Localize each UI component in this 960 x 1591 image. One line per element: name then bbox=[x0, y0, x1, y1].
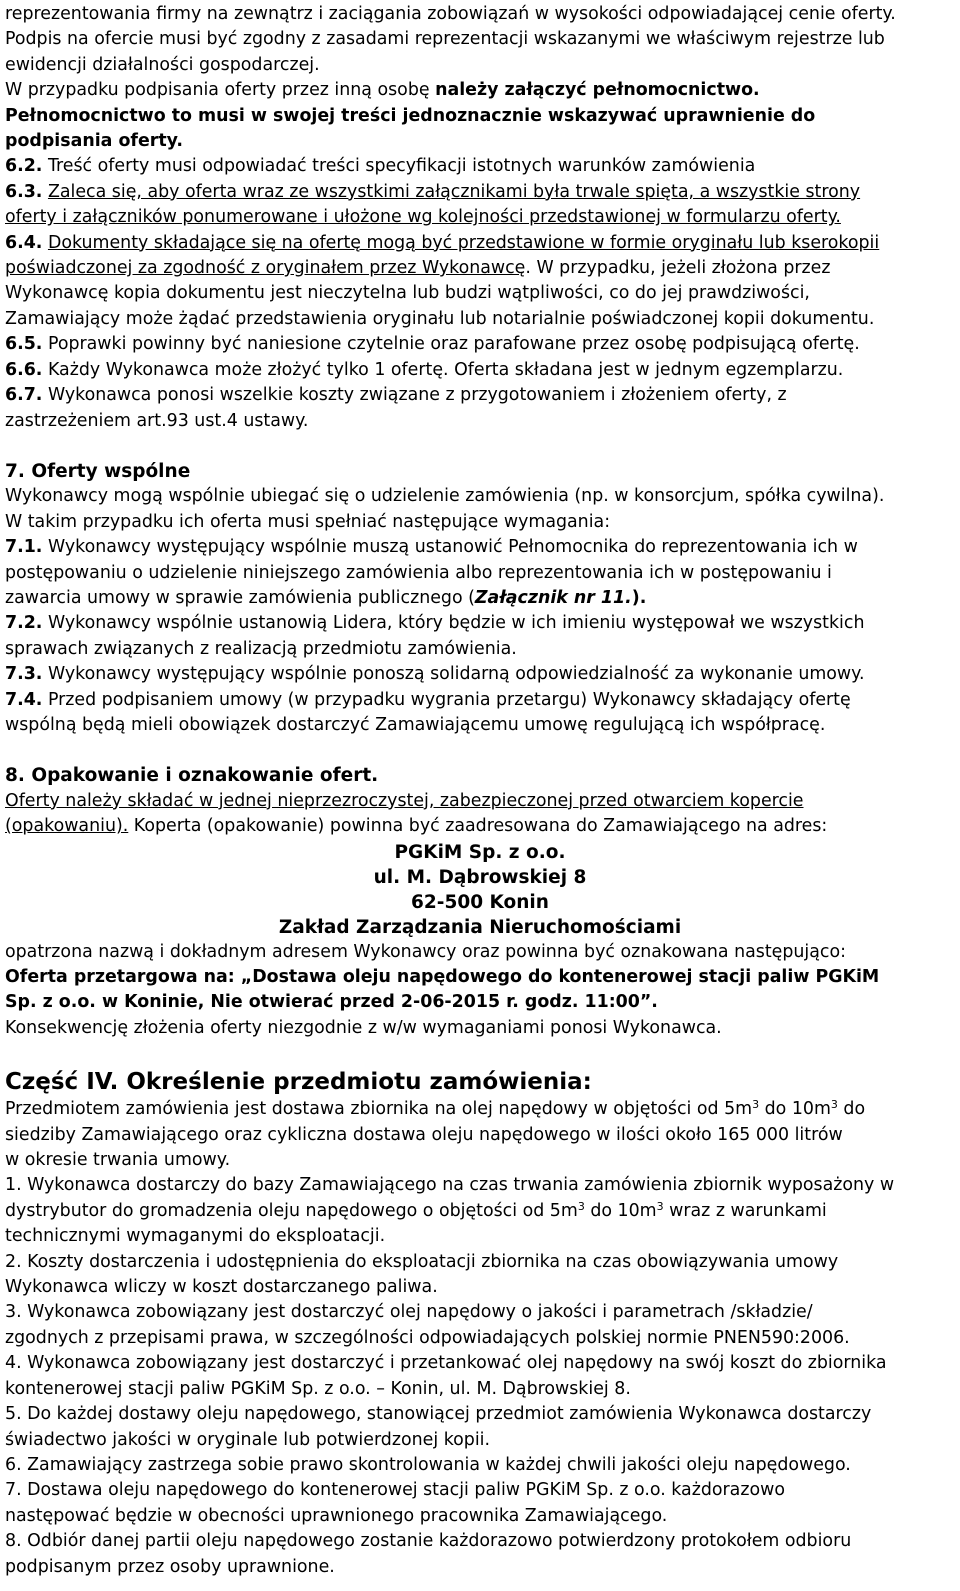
text-line: opatrzona nazwą i dokładnym adresem Wykonawcy oraz powinna być oznakowana następująco: bbox=[5, 941, 846, 962]
text-line: siedziby Zamawiającego oraz cykliczna dostawa oleju napędowego w ilości około 165 000 litrów bbox=[5, 1124, 843, 1145]
text-line: Wykonawcę kopia dokumentu jest nieczytelna lub budzi wątpliwości, co do jej prawdziwości, bbox=[5, 283, 810, 304]
section-number: 6.5. bbox=[5, 334, 43, 355]
underlined-text: (opakowaniu). bbox=[5, 816, 129, 837]
text: do bbox=[837, 1099, 866, 1120]
spacer bbox=[5, 434, 955, 459]
text: Każdy Wykonawca może złożyć tylko 1 ofertę. Oferta składana jest w jednym egzemplarzu. bbox=[42, 359, 844, 380]
text-line: Sp. z o.o. w Koninie, Nie otwierać przed 2-06-2015 r. godz. 11:00”. bbox=[5, 992, 658, 1013]
underlined-text: poświadczonej za zgodność z oryginałem przez Wykonawcę bbox=[5, 258, 526, 279]
text-line: w okresie trwania umowy. bbox=[5, 1150, 231, 1171]
text-line bbox=[5, 814, 955, 839]
text-line: sprawach związanych z realizacją przedmiotu zamówienia. bbox=[5, 638, 517, 659]
text: zawarcia umowy w sprawie zamówienia publicznego ( bbox=[5, 587, 475, 608]
section-6-7 bbox=[5, 383, 955, 408]
text-line: technicznymi wymaganymi do eksploatacji. bbox=[5, 1226, 386, 1247]
text: Wykonawca ponosi wszelkie koszty związane z przygotowaniem i złożeniem oferty, z bbox=[42, 385, 787, 406]
text-line bbox=[5, 1097, 955, 1122]
text-line: ewidencji działalności gospodarczej. bbox=[5, 54, 320, 75]
section-number: 6.3. bbox=[5, 181, 43, 202]
list-item: 7. Dostawa oleju napędowego do kontenerowej stacji paliw PGKiM Sp. z o.o. każdorazowo bbox=[5, 1480, 785, 1501]
text-line bbox=[5, 1199, 955, 1224]
section-number: 7.4. bbox=[5, 689, 43, 710]
text-line bbox=[5, 78, 955, 103]
text-line: Wykonawca wliczy w koszt dostarczanego paliwa. bbox=[5, 1277, 438, 1298]
text-line: podpisania oferty. bbox=[5, 131, 184, 152]
text: Koperta (opakowanie) powinna być zaadresowana do Zamawiającego na adres: bbox=[128, 816, 828, 837]
text: Wykonawcy wspólnie ustanowią Lidera, który będzie w ich imieniu występował we wszystkich bbox=[42, 613, 865, 634]
list-item: 6. Zamawiający zastrzega sobie prawo skontrolowania w każdej chwili jakości oleju napędowego. bbox=[5, 1454, 851, 1475]
list-item: 1. Wykonawca dostarczy do bazy Zamawiającego na czas trwania zamówienia zbiornik wyposażony w bbox=[5, 1175, 895, 1196]
address-line: PGKiM Sp. z o.o. bbox=[394, 841, 566, 863]
list-item: 2. Koszty dostarczenia i udostępnienia do eksploatacji zbiornika na czas obowiązywania umowy bbox=[5, 1251, 839, 1272]
text: Przedmiotem zamówienia jest dostawa zbiornika na olej napędowy w objętości od 5m bbox=[5, 1099, 753, 1120]
section-6-5 bbox=[5, 332, 955, 357]
section-heading-8: 8. Opakowanie i oznakowanie ofert. bbox=[5, 765, 379, 787]
section-number: 6.7. bbox=[5, 385, 43, 406]
text-line bbox=[5, 789, 955, 814]
section-7-2 bbox=[5, 611, 955, 636]
section-heading-7: 7. Oferty wspólne bbox=[5, 460, 191, 482]
list-item: 3. Wykonawca zobowiązany jest dostarczyć olej napędowy o jakości i parametrach /składzie/ bbox=[5, 1302, 813, 1323]
section-number: 6.2. bbox=[5, 156, 43, 177]
text-line: kontenerowej stacji paliw PGKiM Sp. z o.o. – Konin, ul. M. Dąbrowskiej 8. bbox=[5, 1378, 631, 1399]
text: dystrybutor do gromadzenia oleju napędowego o objętości od 5m bbox=[5, 1200, 578, 1221]
text-line: wspólną będą mieli obowiązek dostarczyć Zamawiającemu umowę regulującą ich współpracę. bbox=[5, 714, 826, 735]
section-6-4 bbox=[5, 231, 955, 256]
text: do 10m bbox=[584, 1200, 657, 1221]
text: wraz z warunkami bbox=[663, 1200, 827, 1221]
text-line: reprezentowania firmy na zewnątrz i zaciągania zobowiązań w wysokości odpowiadającej cenie oferty. bbox=[5, 4, 896, 24]
text-line: zgodnych z przepisami prawa, w szczególności odpowiadających polskiej normie PNEN590:2006. bbox=[5, 1327, 850, 1348]
underlined-text: Oferty należy składać w jednej nieprzezroczystej, zabezpieczonej przed otwarciem kopercie bbox=[5, 790, 804, 811]
list-item: 5. Do każdej dostawy oleju napędowego, stanowiącej przedmiot zamówienia Wykonawca dostarczy bbox=[5, 1404, 872, 1425]
superscript: 3 bbox=[577, 1199, 585, 1213]
section-6-6 bbox=[5, 358, 955, 383]
text: Wykonawcy występujący wspólnie muszą ustanowić Pełnomocnika do reprezentowania ich w bbox=[42, 537, 858, 558]
section-7-1 bbox=[5, 535, 955, 560]
text: Przed podpisaniem umowy (w przypadku wygrania przetargu) Wykonawcy składający ofertę bbox=[42, 689, 851, 710]
underlined-text: oferty i załączników ponumerowane i ułożone wg kolejności przedstawionej w formularzu oferty. bbox=[5, 207, 841, 228]
text-line: Wykonawcy mogą wspólnie ubiegać się o udzielenie zamówienia (np. w konsorcjum, spółka cywilna). bbox=[5, 486, 885, 507]
text-line: W takim przypadku ich oferta musi spełniać następujące wymagania: bbox=[5, 511, 611, 532]
spacer bbox=[5, 738, 955, 763]
part-heading: Część IV. Określenie przedmiotu zamówienia: bbox=[5, 1069, 592, 1096]
section-number: 7.3. bbox=[5, 664, 43, 685]
text-line: postępowaniu o udzielenie niniejszego zamówienia albo reprezentowania ich w postępowaniu i bbox=[5, 562, 832, 583]
text: do 10m bbox=[759, 1099, 831, 1120]
address-line: ul. M. Dąbrowskiej 8 bbox=[373, 866, 587, 888]
text: Treść oferty musi odpowiadać treści specyfikacji istotnych warunków zamówienia bbox=[42, 156, 756, 177]
text-line: Konsekwencję złożenia oferty niezgodnie z w/w wymaganiami ponosi Wykonawca. bbox=[5, 1017, 722, 1038]
attachment-reference: Załącznik nr 11. bbox=[474, 587, 632, 608]
list-item: 8. Odbiór danej partii oleju napędowego zostanie każdorazowo potwierdzony protokołem odbioru bbox=[5, 1531, 852, 1552]
superscript: 3 bbox=[830, 1098, 838, 1112]
section-number: 7.2. bbox=[5, 613, 43, 634]
text-line: świadectwo jakości w oryginale lub potwierdzonej kopii. bbox=[5, 1429, 491, 1450]
section-number: 6.6. bbox=[5, 359, 43, 380]
address-line: 62-500 Konin bbox=[411, 891, 549, 913]
section-number: 6.4. bbox=[5, 232, 43, 253]
list-item: 4. Wykonawca zobowiązany jest dostarczyć i przetankować olej napędowy na swój koszt do zbiornika bbox=[5, 1353, 887, 1374]
text: Wykonawcy występujący wspólnie ponoszą solidarną odpowiedzialność za wykonanie umowy. bbox=[42, 664, 865, 685]
text-line: Oferta przetargowa na: „Dostawa oleju napędowego do kontenerowej stacji paliw PGKiM bbox=[5, 967, 880, 987]
section-6-2 bbox=[5, 154, 955, 179]
spacer bbox=[5, 1041, 955, 1066]
text: . W przypadku, jeżeli złożona przez bbox=[525, 258, 831, 279]
text-line: podpisanym przez osoby uprawnione. bbox=[5, 1556, 335, 1577]
text-line: następować będzie w obecności uprawnionego pracownika Zamawiającego. bbox=[5, 1505, 668, 1526]
bold-text: należy załączyć pełnomocnictwo. bbox=[435, 80, 760, 101]
text-line: Podpis na ofercie musi być zgodny z zasadami reprezentacji wskazanymi we właściwym rejestrze lub bbox=[5, 29, 885, 50]
text: ). bbox=[631, 587, 647, 608]
text: W przypadku podpisania oferty przez inną osobę bbox=[5, 80, 436, 101]
superscript: 3 bbox=[752, 1098, 760, 1112]
text: Poprawki powinny być naniesione czytelnie oraz parafowane przez osobę podpisującą ofertę. bbox=[42, 334, 860, 355]
section-7-4 bbox=[5, 688, 955, 713]
superscript: 3 bbox=[656, 1199, 664, 1213]
section-number: 7.1. bbox=[5, 537, 43, 558]
address-line: Zakład Zarządzania Nieruchomościami bbox=[278, 916, 682, 938]
text-line: Zamawiający może żądać przedstawienia oryginału lub notarialnie poświadczonej kopii dokumentu. bbox=[5, 308, 875, 329]
text-line: zastrzeżeniem art.93 ust.4 ustawy. bbox=[5, 410, 309, 431]
text-line bbox=[5, 205, 955, 230]
text-line: Pełnomocnictwo to musi w swojej treści jednoznacznie wskazywać uprawnienie do bbox=[5, 105, 816, 126]
text-line bbox=[5, 256, 955, 281]
underlined-text: Zaleca się, aby oferta wraz ze wszystkimi załącznikami była trwale spięta, a wszystkie strony bbox=[47, 181, 861, 202]
section-7-3 bbox=[5, 662, 955, 687]
section-6-3 bbox=[5, 180, 955, 205]
text-line bbox=[5, 586, 955, 611]
underlined-text: Dokumenty składające się na ofertę mogą być przedstawione w formie oryginału lub kserokopii bbox=[47, 232, 880, 253]
